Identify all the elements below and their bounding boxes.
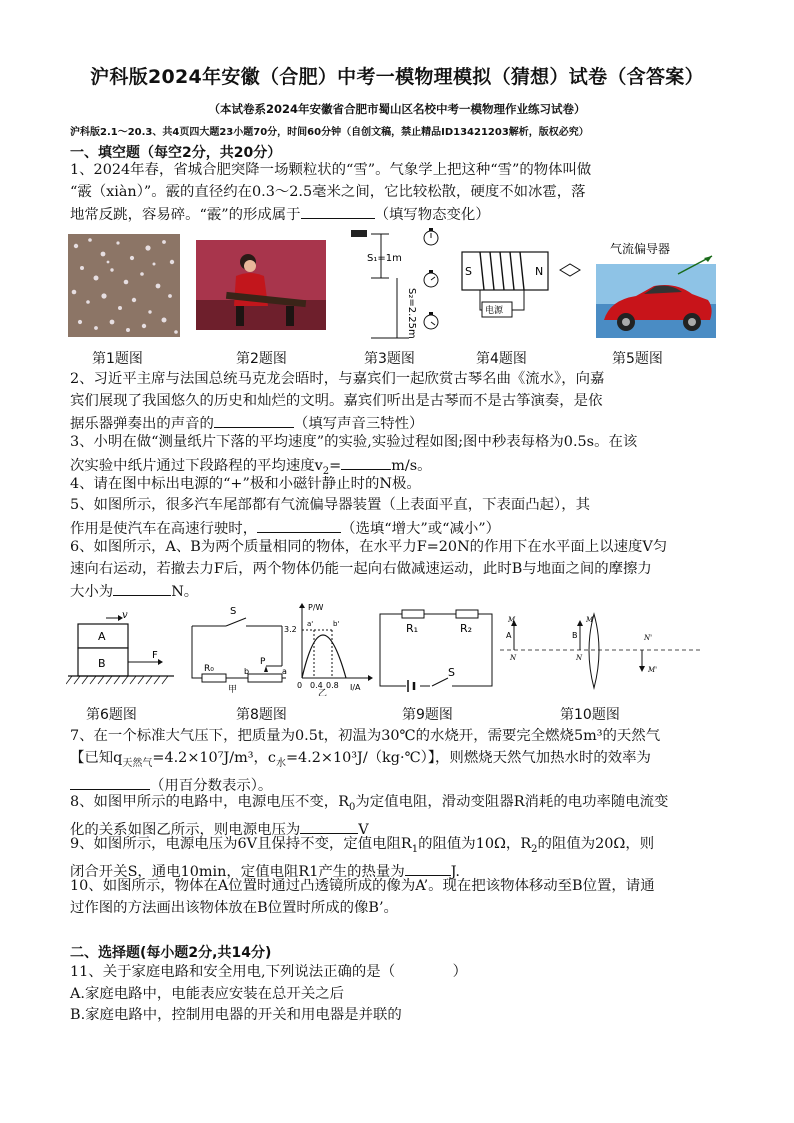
fig6-blocks-diagram — [66, 608, 176, 692]
q2-line1: 2、习近平主席与法国总统马克龙会晤时，与嘉宾们一起欣赏古琴名曲《流水》，向嘉 — [70, 371, 605, 387]
question-11 — [70, 962, 730, 1027]
q11-stem: 11、关于家庭电路和安全用电,下列说法正确的是（ ） — [70, 964, 468, 980]
q1-line2: “霰（xiàn）”。霰的直径约在0.3～2.5毫米之间，它比较松散，硬度不如冰雹，落 — [70, 183, 586, 200]
question-2 — [70, 369, 730, 436]
fig1-caption: 第1题图 — [92, 351, 143, 367]
q9-line1-a: 9、如图所示，电源电压为6V且保持不变，定值电阻R — [70, 836, 412, 852]
fig3-s1-label: S₁=1m — [367, 253, 402, 264]
fig8-ia-label: I/A — [350, 683, 361, 692]
answer-blank[interactable] — [405, 860, 451, 876]
question-5 — [70, 495, 730, 540]
fig3-caption: 第3题图 — [364, 351, 415, 367]
fig9-r2-label: R₂ — [460, 622, 473, 635]
q8-line2-a: 化的关系如图乙所示，则电源电压为 — [70, 822, 301, 839]
q9-sub1: 1 — [411, 843, 419, 855]
q4-line1: 4、请在图中标出电源的“+”极和小磁针静止时的N极。 — [70, 476, 421, 492]
fig9-s-label: S — [448, 666, 455, 679]
fig10-n1-label: N — [510, 654, 517, 662]
q7-line2 — [70, 748, 730, 774]
section1-heading: 一、填空题（每空2分，共20分） — [70, 145, 282, 161]
fig10-a-label: A — [506, 631, 512, 640]
q9-line2-a: 闭合开关S，通电10min，定值电阻R1产生的热量为 — [70, 864, 405, 881]
q7-line3-text: （用百分数表示）。 — [150, 778, 273, 795]
q8-line2-b: V — [358, 822, 369, 839]
q5-line1: 5、如图所示，很多汽车尾部都有气流偏导器装置（上表面平直，下表面凸起），其 — [70, 497, 591, 513]
page-subtitle: （本试卷系2024年安徽省合肥市蜀山区名校中考一模物理作业练习试卷） — [208, 102, 586, 116]
fig4-n-label: N — [535, 265, 544, 278]
fig6-f-label: F — [152, 650, 158, 661]
q9-line1 — [70, 834, 730, 860]
fig5-caption: 第5题图 — [612, 351, 663, 367]
q3-unit: m/s。 — [391, 457, 432, 474]
fig10-m2-label: M — [586, 616, 594, 624]
q7-line2-b: =4.2×10⁷J/m³，c — [152, 749, 276, 766]
fig8-a-label: a — [282, 667, 287, 676]
page-title: 沪科版2024年安徽（合肥）中考一模物理模拟（猜想）试卷（含答案） — [90, 66, 704, 88]
fig9-circuit-diagram — [378, 604, 494, 692]
fig10-mp-label: M' — [648, 666, 658, 674]
q8-line1-b: 为定值电阻，滑动变阻器R消耗的电功率随电流变 — [355, 794, 669, 810]
answer-blank[interactable] — [341, 454, 391, 470]
q6-line3-text: 大小为 — [70, 584, 114, 601]
q11-option-b[interactable]: B.家庭电路中，控制用电器的开关和用电器是并联的 — [70, 1007, 402, 1024]
q8-r0-sub: 0 — [349, 801, 356, 813]
fig8-caption: 第8题图 — [236, 707, 287, 723]
fig8-pw-label: P/W — [308, 603, 324, 612]
q2-line2: 宾们展现了我国悠久的历史和灿烂的文明。嘉宾们听出是古琴而不是古筝演奏，是依 — [70, 392, 603, 409]
fig10-np-label: N' — [644, 634, 653, 642]
q5-line2-text: 作用是使汽车在高速行驶时， — [70, 520, 258, 537]
stopwatch-icon — [424, 312, 438, 329]
q3-line1: 3、小明在做“测量纸片下落的平均速度”的实验,实验过程如图;图中秒表每格为0.5s。在该 — [70, 434, 638, 450]
q10-line2: 过作图的方法画出该物体放在B位置时所成的像B’。 — [70, 899, 398, 916]
q7-sub1: 天然气 — [122, 757, 153, 769]
exam-info-note: 沪科版2.1～20.3、共4页四大题23小题70分，时间60分钟（自创文稿，禁止精品ID13421203解析，版权必究） — [70, 127, 589, 138]
fig10-caption: 第10题图 — [560, 707, 620, 723]
fig3-falling-paper-diagram — [347, 226, 447, 344]
fig8-tick-08: 0.8 — [326, 681, 339, 690]
fig3-s2-label: S₂=2.25m — [406, 288, 417, 339]
fig8-v32-label: 3.2 — [284, 625, 297, 634]
fig6-b-label: B — [98, 657, 106, 670]
fig9-caption: 第9题图 — [402, 707, 453, 723]
fig8-jia-label: 甲 — [228, 685, 238, 695]
q7-sub2: 水 — [275, 757, 286, 769]
stopwatch-icon — [424, 228, 438, 245]
fig8-r0-label: R₀ — [204, 664, 214, 674]
fig5-car-spoiler-photo — [596, 240, 726, 338]
fig9-r1-label: R₁ — [406, 622, 419, 635]
q2-line3-text: 据乐器弹奏出的声音的 — [70, 416, 214, 433]
q6-line1: 6、如图所示，A、B为两个质量相同的物体，在水平力F=20N的作用下在水平面上以速度V匀 — [70, 539, 668, 555]
q9-line2-b: J. — [450, 864, 460, 881]
fig10-m1-label: M — [508, 616, 516, 624]
fig8-bp-label: b' — [333, 620, 340, 628]
answer-blank[interactable] — [301, 203, 375, 219]
compass-needle-icon — [560, 264, 580, 276]
q6-line3-tail: N。 — [171, 584, 199, 601]
q7-line2-a: 【已知q — [70, 749, 123, 766]
fig5-spoiler-label: 气流偏导器 — [610, 242, 671, 256]
answer-blank[interactable] — [214, 412, 294, 428]
fig10-convex-lens-diagram — [500, 610, 700, 692]
q9-line1-c: 的阻值为20Ω，则 — [537, 836, 655, 852]
stopwatch-icon — [424, 270, 438, 287]
q7-line1: 7、在一个标准大气压下，把质量为0.5t，初温为30℃的水烧开，需要完全燃烧5m³的天然气 — [70, 728, 661, 744]
q3-v2-subscript: 2 — [322, 465, 330, 477]
fig8-tick-04: 0.4 — [310, 681, 323, 690]
q1-line3-tail: （填写物态变化） — [374, 207, 490, 224]
q6-line3 — [70, 580, 730, 604]
fig2-caption: 第2题图 — [236, 351, 287, 367]
q5-line2-tail: （选填“增大”或“减小”） — [341, 520, 501, 537]
fig6-v-label: v — [122, 610, 128, 621]
q1-line3 — [70, 203, 730, 227]
fig8-circuit-and-graph — [186, 602, 376, 696]
fig4-caption: 第4题图 — [476, 351, 527, 367]
fig4-power-label: 电源 — [485, 306, 504, 316]
fig4-solenoid-diagram — [458, 248, 588, 320]
fig8-s-label: S — [230, 606, 237, 617]
q7-line2-c: =4.2×10³J/（kg·℃）】，则燃烧天然气加热水时的效率为 — [285, 749, 651, 766]
question-1 — [70, 160, 730, 227]
q6-line2: 速向右运动，若撤去力F后，两个物体仍能一起向右做减速运动，此时B与地面之间的摩擦力 — [70, 560, 652, 577]
fig2-guqin-photo — [196, 240, 326, 330]
fig8-tick-0: 0 — [297, 681, 303, 690]
fig1-hail-photo — [68, 234, 180, 337]
q3-eq: = — [329, 457, 342, 474]
q11-option-a[interactable]: A.家庭电路中，电能表应安装在总开关之后 — [70, 985, 344, 1002]
q8-line1 — [70, 792, 730, 818]
fig8-ap-label: a' — [307, 620, 314, 628]
fig8-yi-label: 乙 — [318, 689, 328, 696]
fig6-a-label: A — [98, 630, 106, 643]
fig8-b-label: b — [244, 667, 250, 676]
answer-blank[interactable] — [113, 580, 171, 596]
question-4 — [70, 474, 730, 496]
fig10-n2-label: N — [576, 654, 583, 662]
question-10 — [70, 876, 730, 919]
answer-blank[interactable] — [257, 517, 341, 533]
q9-sub2: 2 — [531, 843, 538, 855]
q8-line1-a: 8、如图甲所示的电路中，电源电压不变，R — [70, 794, 350, 810]
fig6-caption: 第6题图 — [86, 707, 137, 723]
paper-piece — [351, 230, 367, 237]
q1-line1: 1、2024年春，省城合肥突降一场颗粒状的“雪”。气象学上把这种“雪”的物体叫做 — [70, 162, 592, 178]
fig4-s-label: S — [465, 265, 472, 278]
section2-heading: 二、选择题(每小题2分,共14分) — [70, 945, 272, 961]
fig10-b-label: B — [572, 631, 578, 640]
question-6 — [70, 537, 730, 604]
q9-line1-b: 的阻值为10Ω，R — [418, 836, 532, 852]
question-7 — [70, 726, 730, 798]
q1-line3-text: 地常反跳，容易碎。“霰”的形成属于 — [70, 207, 301, 224]
answer-blank[interactable] — [300, 818, 358, 834]
answer-blank[interactable] — [70, 774, 150, 790]
q3-line2-text: 次实验中纸片通过下段路程的平均速度v — [70, 457, 323, 474]
fig8-p-label: P — [260, 657, 266, 667]
q10-line1: 10、如图所示，物体在A位置时通过凸透镜所成的像为A’。现在把该物体移动至B位置，请通 — [70, 878, 655, 894]
q2-line3-tail: （填写声音三特性） — [293, 416, 424, 433]
